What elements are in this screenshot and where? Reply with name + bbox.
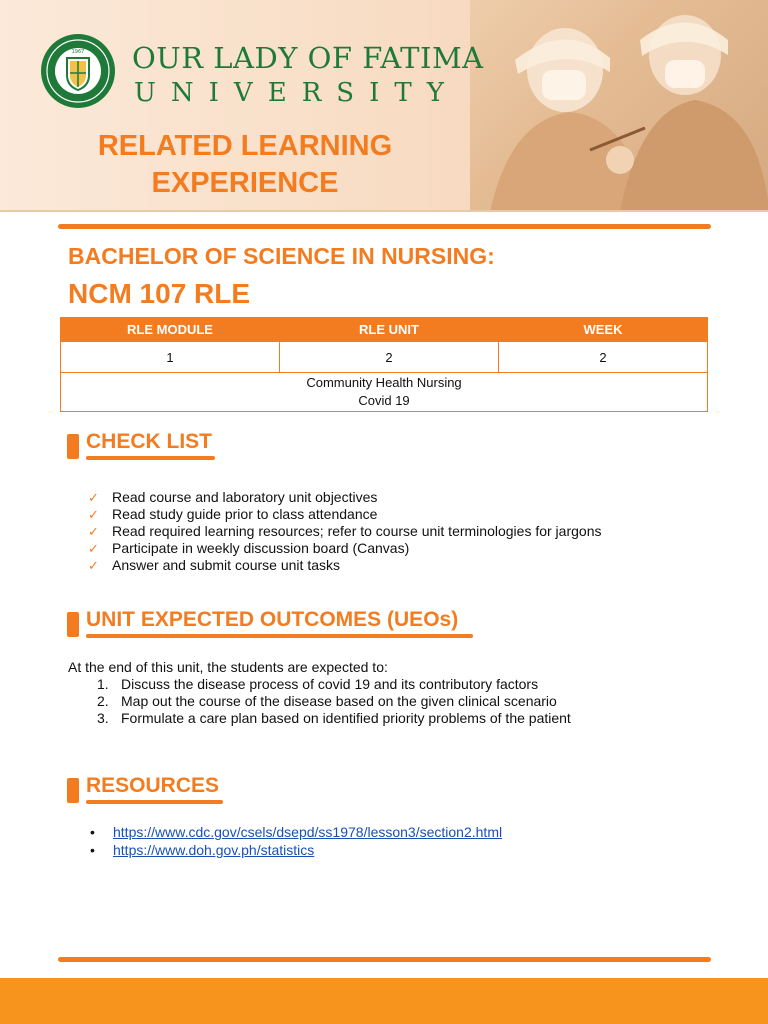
top-divider xyxy=(58,224,711,229)
checkmark-icon: ✓ xyxy=(88,507,99,522)
university-seal-icon xyxy=(40,33,116,109)
header-divider xyxy=(0,210,768,212)
list-item: • https://www.doh.gov.ph/statistics xyxy=(90,842,315,858)
header-rle-unit: RLE UNIT xyxy=(280,318,499,342)
page-title xyxy=(70,128,420,202)
doh-link[interactable]: https://www.doh.gov.ph/statistics xyxy=(113,842,315,858)
checkmark-icon: ✓ xyxy=(88,541,99,556)
cell-unit: 2 xyxy=(280,342,499,373)
checklist-marker xyxy=(67,434,79,459)
module-table xyxy=(60,317,708,412)
cell-module: 1 xyxy=(61,342,280,373)
bottom-divider xyxy=(58,957,711,962)
resources-marker xyxy=(67,778,79,803)
resources-title: RESOURCES xyxy=(86,774,220,797)
title-line-1: RELATED LEARNING xyxy=(97,130,393,162)
cdc-link[interactable]: https://www.cdc.gov/csels/dsepd/ss1978/lesson3/section2.html xyxy=(113,824,503,840)
resources-list xyxy=(90,823,502,859)
title-line-2: EXPERIENCE xyxy=(151,167,339,199)
checklist xyxy=(88,489,601,574)
course-code: NCM 107 RLE xyxy=(68,278,251,309)
outcomes-underline xyxy=(86,634,473,638)
list-item: ✓ Read required learning resources; refer to course unit terminologies for jargons xyxy=(88,523,602,539)
university-name: OUR LADY OF FATIMA xyxy=(132,41,484,75)
checklist-title: CHECK LIST xyxy=(86,430,212,453)
list-item: • https://www.cdc.gov/csels/dsepd/ss1978/lesson3/section2.html xyxy=(90,824,503,840)
outcomes-intro: At the end of this unit, the students are expected to: xyxy=(68,659,388,675)
list-item: 3. Formulate a care plan based on identified priority problems of the patient xyxy=(97,710,571,726)
header-rle-module: RLE MODULE xyxy=(61,318,280,342)
outcomes-marker xyxy=(67,612,79,637)
topic-cell xyxy=(61,373,708,412)
list-item: 2. Map out the course of the disease based on the given clinical scenario xyxy=(97,693,557,709)
program-title: BACHELOR OF SCIENCE IN NURSING: xyxy=(68,243,495,269)
university-word: UNIVERSITY xyxy=(134,78,459,108)
footer-bar xyxy=(0,978,768,1024)
list-item: 1. Discuss the disease process of covid 19 and its contributory factors xyxy=(97,676,539,692)
resources-underline xyxy=(86,800,223,804)
checkmark-icon: ✓ xyxy=(88,558,99,573)
list-item: ✓ Read study guide prior to class attendance xyxy=(88,506,378,522)
outcomes-list xyxy=(97,676,571,727)
header-banner xyxy=(0,0,768,212)
list-item: ✓ Answer and submit course unit tasks xyxy=(88,557,340,573)
table-row xyxy=(61,342,708,373)
outcomes-title: UNIT EXPECTED OUTCOMES (UEOs) xyxy=(86,608,459,631)
table-header-row xyxy=(61,318,708,342)
list-item: ✓ Participate in weekly discussion board (Canvas) xyxy=(88,540,410,556)
cell-week: 2 xyxy=(499,342,708,373)
table-row xyxy=(61,373,708,412)
list-item: ✓ Read course and laboratory unit objectives xyxy=(88,489,378,505)
checkmark-icon: ✓ xyxy=(88,490,99,505)
surgeons-photo xyxy=(470,0,768,212)
topic-line-1: Community Health Nursing xyxy=(306,375,462,390)
header-week: WEEK xyxy=(499,318,708,342)
checkmark-icon: ✓ xyxy=(88,524,99,539)
checklist-underline xyxy=(86,456,215,460)
topic-line-2: Covid 19 xyxy=(358,393,410,408)
svg-text:1967: 1967 xyxy=(71,49,85,55)
